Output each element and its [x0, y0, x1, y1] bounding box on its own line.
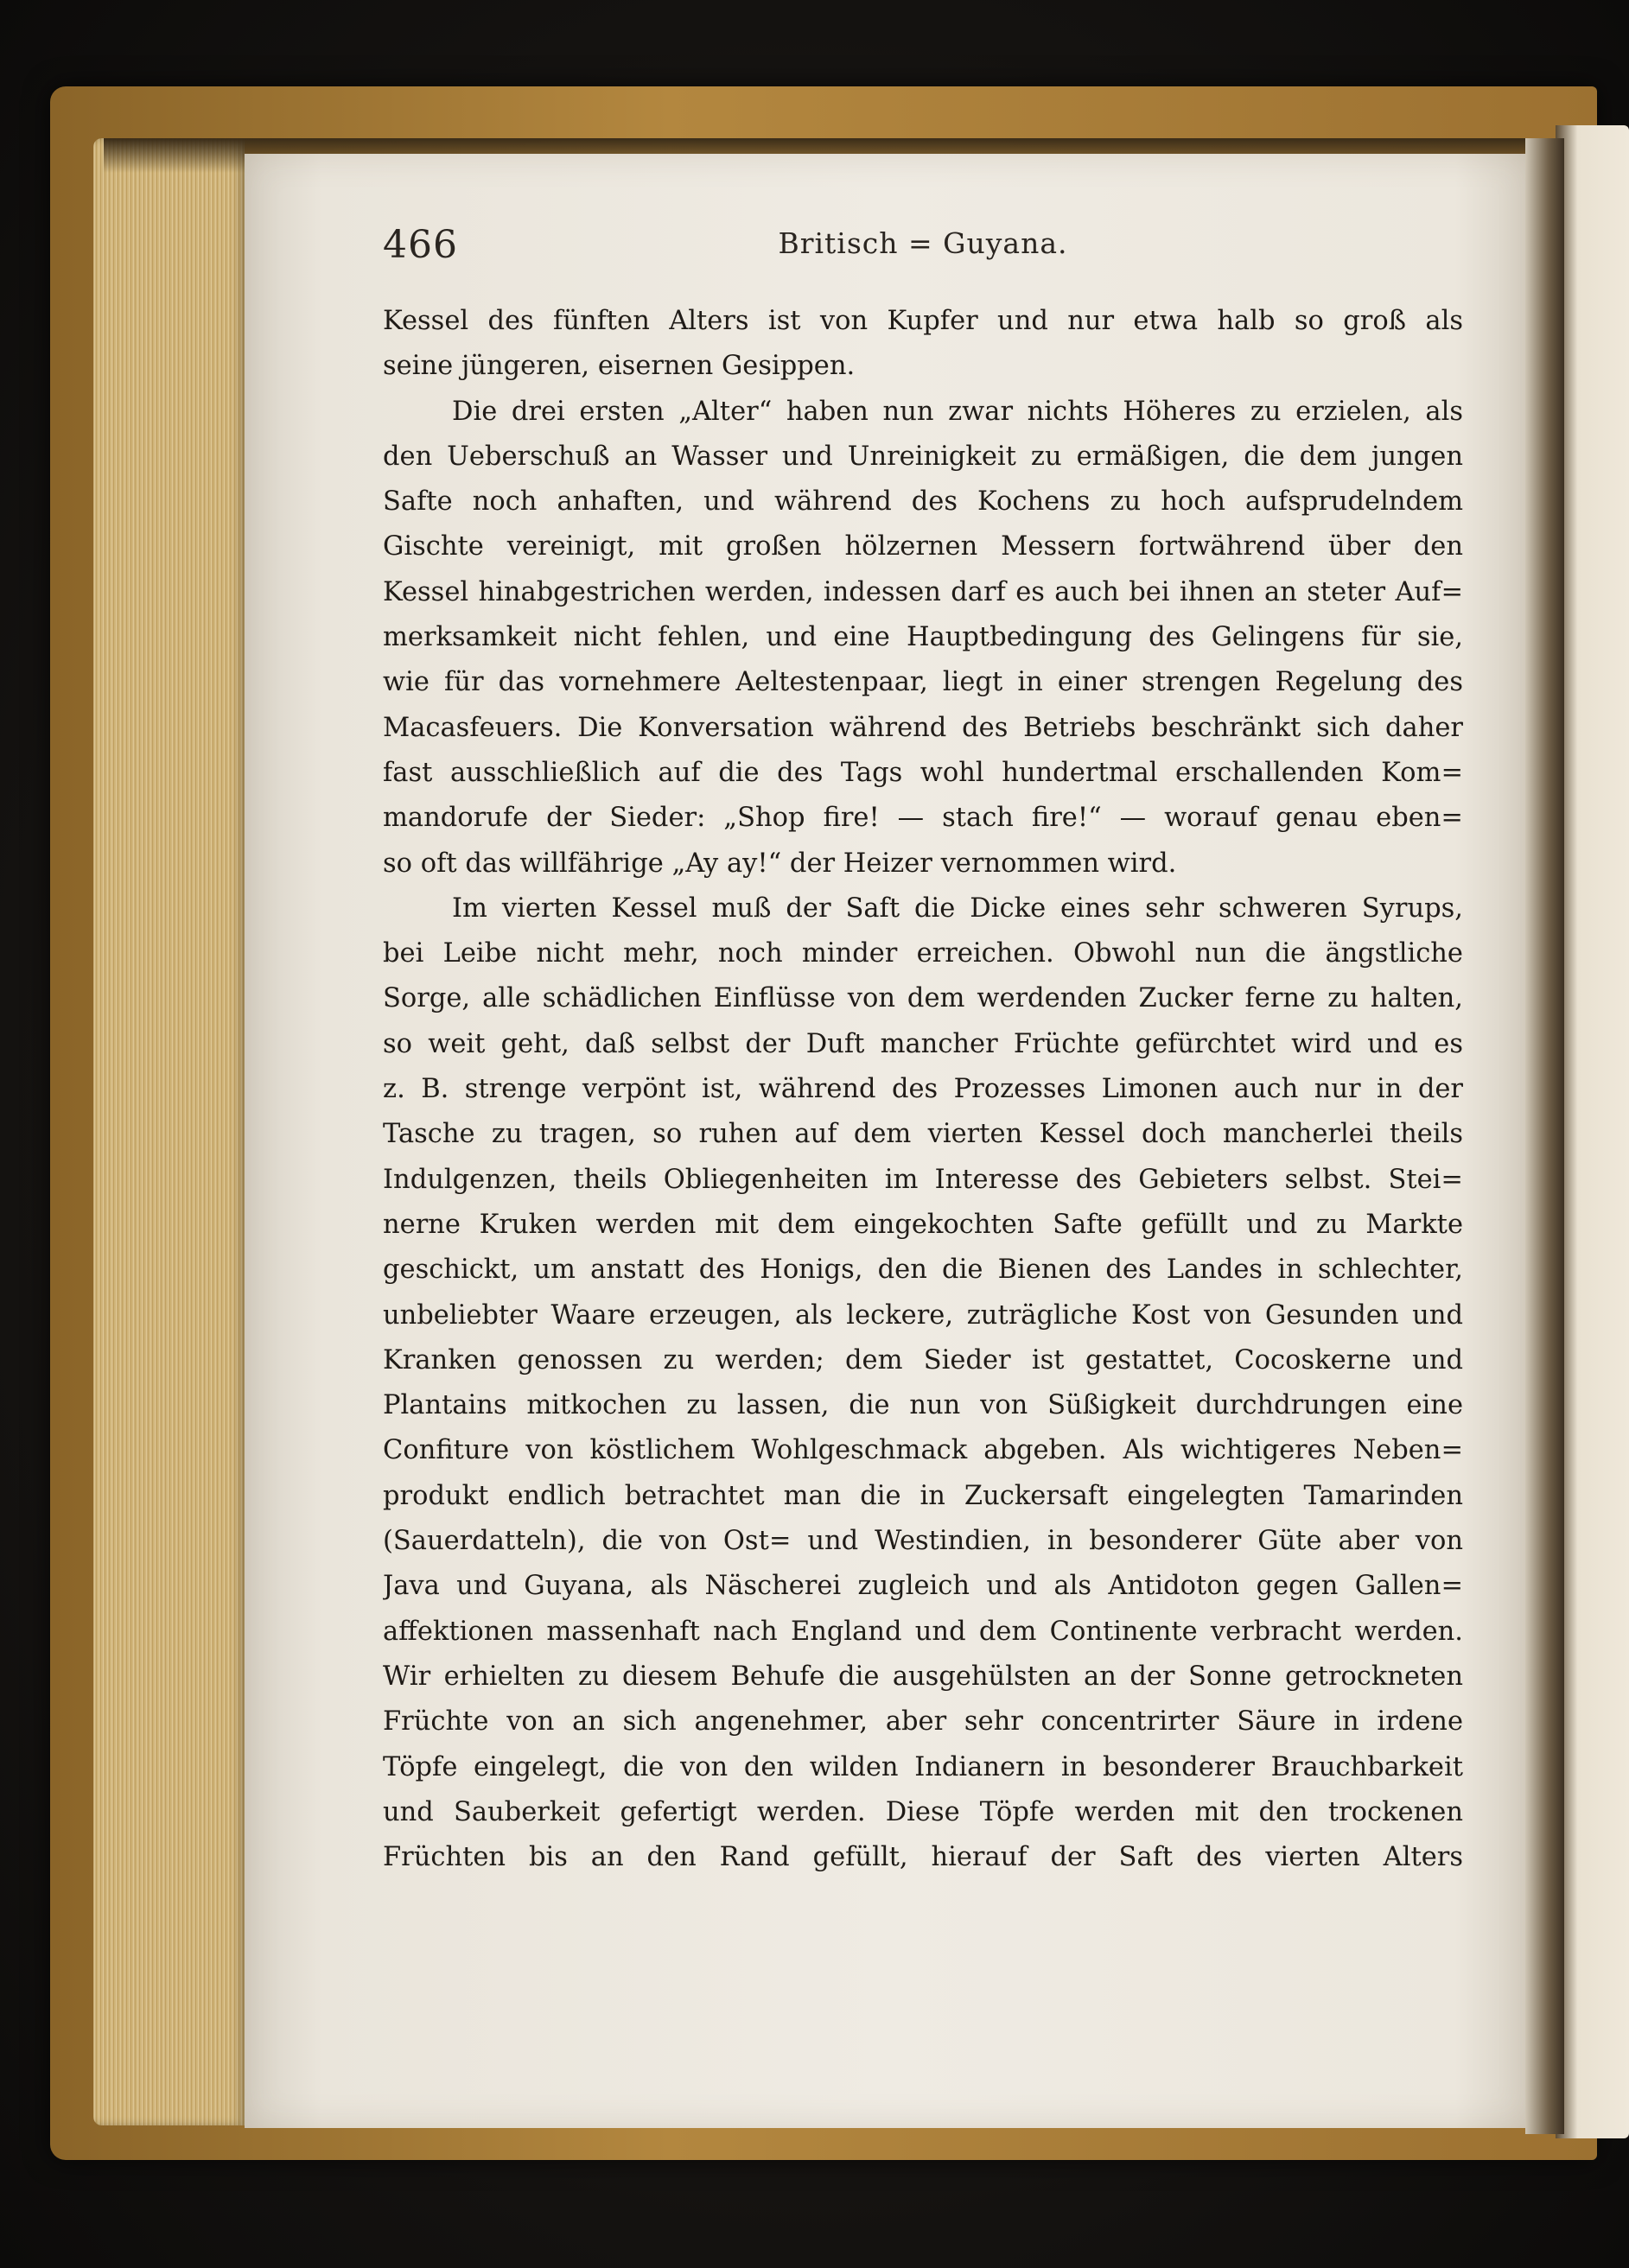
text-line: Im vierten Kessel muß der Saft die Dicke eines sehr schweren Syrups,: [452, 893, 1463, 924]
text-line: unbeliebter Waare erzeugen, als leckere, zuträgliche Kost von Gesunden und: [383, 1299, 1463, 1331]
page-header: [383, 223, 1463, 275]
text-line: wie für das vornehmere Aeltestenpaar, liegt in einer strengen Regelung des: [383, 667, 1463, 698]
text-line: so weit geht, daß selbst der Duft mancher Früchte gefürchtet wird und es: [383, 1028, 1463, 1059]
text-line: affektionen massenhaft nach England und dem Continente verbracht werden.: [383, 1616, 1463, 1647]
page-number: 466: [383, 223, 458, 267]
text-line: Safte noch anhaften, und während des Kochens zu hoch aufsprudelndem: [383, 486, 1463, 518]
body-text: [383, 299, 1463, 1880]
text-line: bei Leibe nicht mehr, noch minder erreichen. Obwohl nun die ängstliche: [383, 938, 1463, 969]
text-line: Java und Guyana, als Näscherei zugleich und als Antidoton gegen Gallen=: [383, 1571, 1463, 1602]
text-line: und Sauberkeit gefertigt werden. Diese Töpfe werden mit den trockenen: [383, 1796, 1463, 1827]
text-line: seine jüngeren, eisernen Gesippen.: [383, 351, 856, 382]
text-line: Wir erhielten zu diesem Behufe die ausgehülsten an der Sonne getrockneten: [383, 1661, 1463, 1692]
text-line: merksamkeit nicht fehlen, und eine Hauptbedingung des Gelingens für sie,: [383, 622, 1463, 653]
text-line: Tasche zu tragen, so ruhen auf dem vierten Kessel doch mancherlei theils: [383, 1119, 1463, 1150]
text-line: nerne Kruken werden mit dem eingekochten Safte gefüllt und zu Markte: [383, 1209, 1463, 1240]
text-line: Plantains mitkochen zu lassen, die nun von Süßigkeit durchdrungen eine: [383, 1390, 1463, 1421]
text-line: Kessel hinabgestrichen werden, indessen darf es auch bei ihnen an steter Auf=: [383, 576, 1463, 607]
text-line: Früchte von an sich angenehmer, aber sehr concentrirter Säure in irdene: [383, 1706, 1463, 1738]
text-line: mandorufe der Sieder: „Shop fire! — stach fire!“ — worauf genau eben=: [383, 803, 1463, 834]
text-line: fast ausschließlich auf die des Tags wohl hundertmal erschallenden Kom=: [383, 757, 1463, 788]
text-line: Früchten bis an den Rand gefüllt, hierauf der Saft des vierten Alters: [383, 1842, 1463, 1873]
text-line: Macasfeuers. Die Konversation während des Betriebs beschränkt sich daher: [383, 712, 1463, 743]
gutter-shadow: [1525, 138, 1564, 2134]
text-line: z. B. strenge verpönt ist, während des Prozesses Limonen auch nur in der: [383, 1074, 1463, 1105]
text-line: Sorge, alle schädlichen Einflüsse von dem werdenden Zucker ferne zu halten,: [383, 983, 1463, 1014]
text-line: Töpfe eingelegt, die von den wilden Indianern in besonderer Brauchbarkeit: [383, 1751, 1463, 1782]
text-line: Confiture von köstlichem Wohlgeschmack abgeben. Als wichtigeres Neben=: [383, 1435, 1463, 1466]
text-line: geschickt, um anstatt des Honigs, den die Bienen des Landes in schlechter,: [383, 1255, 1463, 1286]
page-edges: [93, 138, 245, 2125]
text-line: Gischte vereinigt, mit großen hölzernen Messern fortwährend über den: [383, 531, 1463, 562]
text-line: produkt endlich betrachtet man die in Zuckersaft eingelegten Tamarinden: [383, 1480, 1463, 1511]
text-line: den Ueberschuß an Wasser und Unreinigkeit zu ermäßigen, die dem jungen: [383, 441, 1463, 472]
text-line: so oft das willfährige „Ay ay!“ der Heizer vernommen wird.: [383, 848, 1177, 879]
text-line: Indulgenzen, theils Obliegenheiten im Interesse des Gebieters selbst. Stei=: [383, 1164, 1463, 1195]
text-line: (Sauerdatteln), die von Ost= und Westindien, in besonderer Güte aber von: [383, 1526, 1463, 1557]
text-line: Kranken genossen zu werden; dem Sieder ist gestattet, Cocoskerne und: [383, 1344, 1463, 1375]
facing-page-edge: [1556, 125, 1629, 2138]
book-page: [245, 154, 1532, 2128]
running-head: Britisch = Guyana.: [778, 226, 1068, 260]
text-line: Kessel des fünften Alters ist von Kupfer und nur etwa halb so groß als: [383, 306, 1463, 336]
text-line: Die drei ersten „Alter“ haben nun zwar nichts Höheres zu erzielen, als: [452, 396, 1463, 427]
